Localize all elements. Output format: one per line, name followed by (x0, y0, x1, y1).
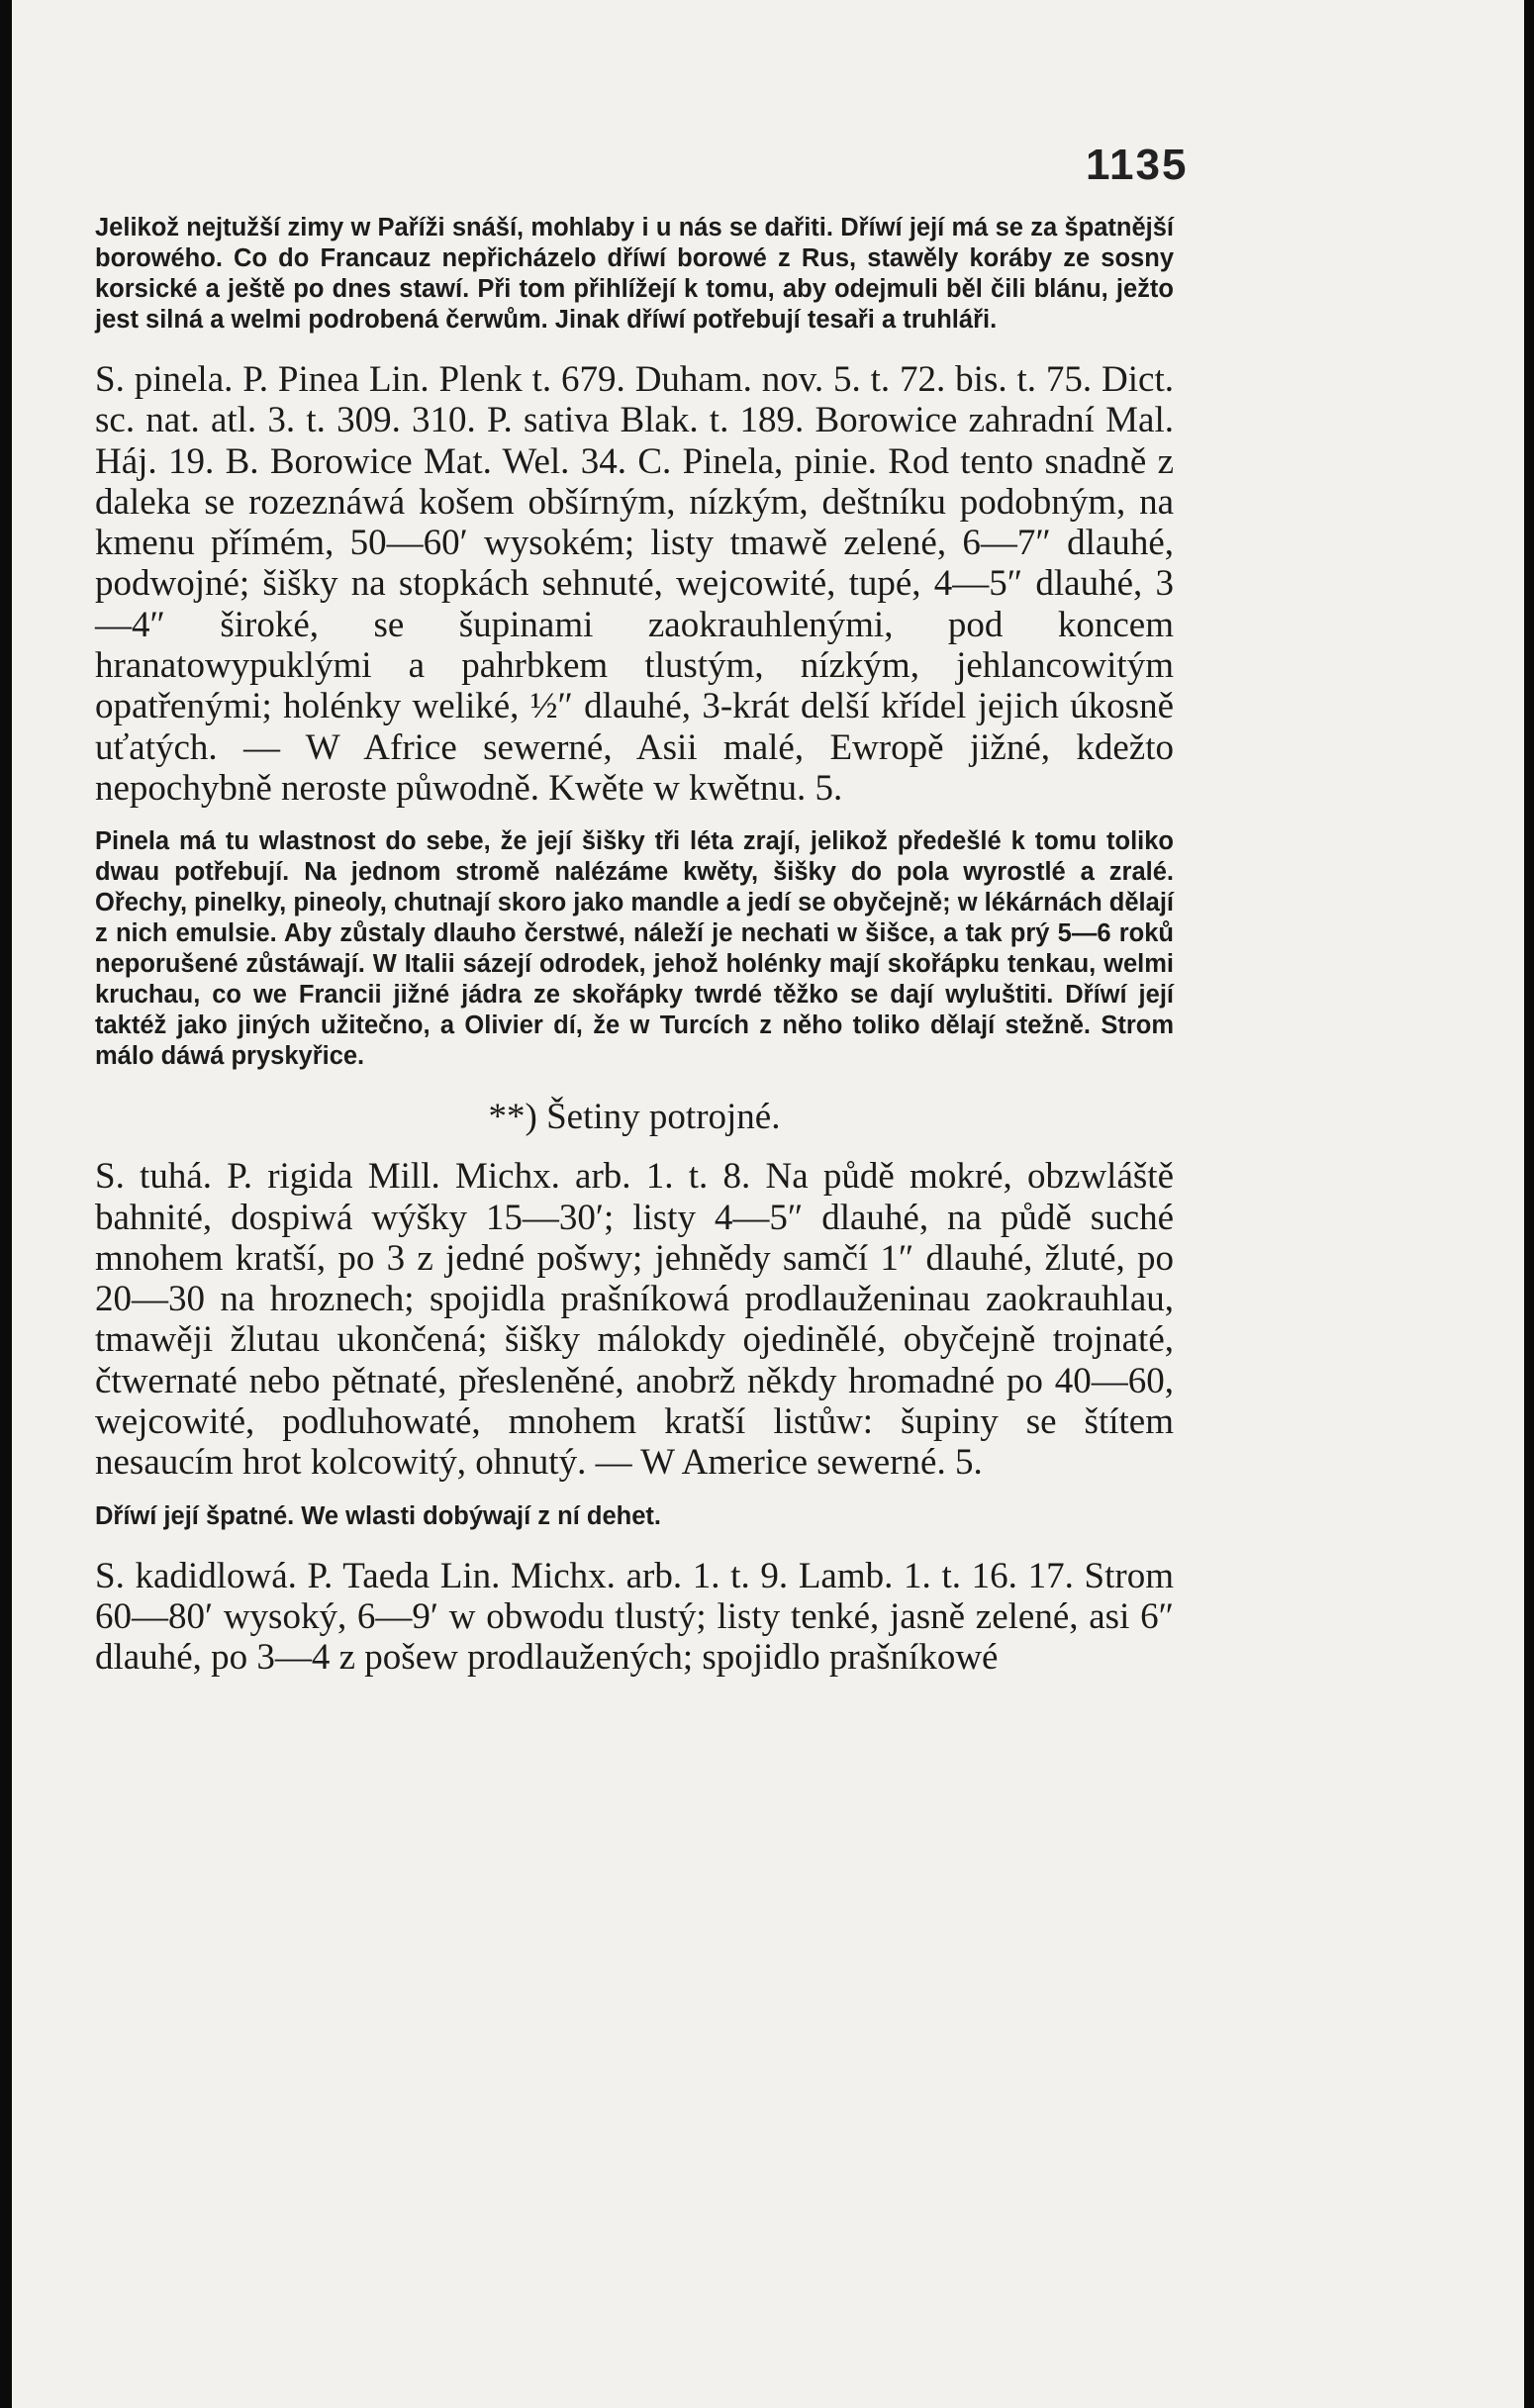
note-paragraph-1: Jelikož nejtužší zimy w Paříži snáší, mohlaby i u nás se dařiti. Dříwí její má se za špatnější borowého. Co do Francauz nepřicházelo dříwí borowé z Rus, stawěly koráby ze sosny korsické a ještě po dnes stawí. Při tom přihlížejí k tomu, aby odejmuli běl čili blánu, ježto jest silná a welmi podrobená čerwům. Jinak dříwí potřebují tesaři a truhláři. (95, 214, 1174, 334)
entry-kadidlowa: S. kadidlowá. P. Taeda Lin. Michx. arb. 1. t. 9. Lamb. 1. t. 16. 17. Strom 60—80′ wysoký, 6—9′ w obwodu tlustý; listy tenké, jasně zelené, asi 6″ dlauhé, po 3—4 z pošew prodlaužených; spojidlo prašníkowé (95, 1555, 1174, 1679)
section-heading: **) Šetiny potrojné. (488, 1097, 781, 1138)
entry-pinela: S. pinela. P. Pinea Lin. Plenk t. 679. Duham. nov. 5. t. 72. bis. t. 75. Dict. sc. nat. atl. 3. t. 309. 310. P. sativa Blak. t. 189. Borowice zahradní Mal. Háj. 19. B. Borowice Mat. Wel. 34. C. Pinela, pinie. Rod tento snadně z daleka se rozeznáwá košem obšírným, nízkým, deštníku podobným, na kmenu přímém, 50—60′ wysokém; listy tmawě zelené, 6—7″ dlauhé, podwojné; šišky na stopkách sehnuté, wejcowité, tupé, 4—5″ dlauhé, 3—4″ široké, se šupinami zaokrauhlenými, pod koncem hranatowypuklými a pahrbkem tlustým, nízkým, jehlancowitým opatřenými; holénky weliké, ½″ dlauhé, 3-krát delší křídel jejich úkosně uťatých. — W Africe sewerné, Asii malé, Ewropě jižné, kdežto nepochybně neroste půwodně. Kwěte w kwětnu. 5. (95, 359, 1174, 809)
entry-tuha: S. tuhá. P. rigida Mill. Michx. arb. 1. t. 8. Na půdě mokré, obzwláště bahnité, dospiwá wýšky 15—30′; listy 4—5″ dlauhé, na půdě suché mnohem kratší, po 3 z jedné pošwy; jehnědy samčí 1″ dlauhé, žluté, po 20—30 na hroznech; spojidla prašníkowá prodlauženinau zaokrauhlau, tmawěji žlutau ukončená; šišky málokdy ojedinělé, obyčejně trojnaté, čtwernaté nebo pětnaté, přesleněné, anobrž někdy hromadné po 40—60, wejcowité, podluhowaté, mnohem kratší listůw: šupiny se štítem nesaucím hrot kolcowitý, ohnutý. — W Americe sewerné. 5. (95, 1156, 1174, 1484)
text-column (95, 213, 1174, 1679)
scan-left-border (0, 0, 12, 2408)
page-number: 1135 (1086, 141, 1189, 189)
note-paragraph-2: Pinela má tu wlastnost do sebe, že její šišky tři léta zrají, jelikož předešlé k tomu toliko dwau potřebují. Na jednom stromě nalézáme kwěty, šišky do pola wyrostlé a zralé. Ořechy, pinelky, pineoly, chutnají skoro jako mandle a jedí se obyčejně; w lékárnách dělají z nich emulsie. Aby zůstaly dlauho čerstwé, náleží je nechati w šišce, a tak prý 5—6 roků neporušené zůstáwají. W Italii sázejí odrodek, jehož holénky mají skořápku tenkau, welmi kruchau, co we Francii jižné jádra ze skořápky twrdé těžko se dají wyluštiti. Dříwí její taktéž jako jiných užitečno, a Olivier dí, že w Turcích z něho toliko dělají stežně. Strom málo dáwá pryskyřice. (95, 827, 1174, 1071)
note-paragraph-3: Dříwí její špatné. We wlasti dobýwají z ní dehet. (95, 1501, 661, 1530)
